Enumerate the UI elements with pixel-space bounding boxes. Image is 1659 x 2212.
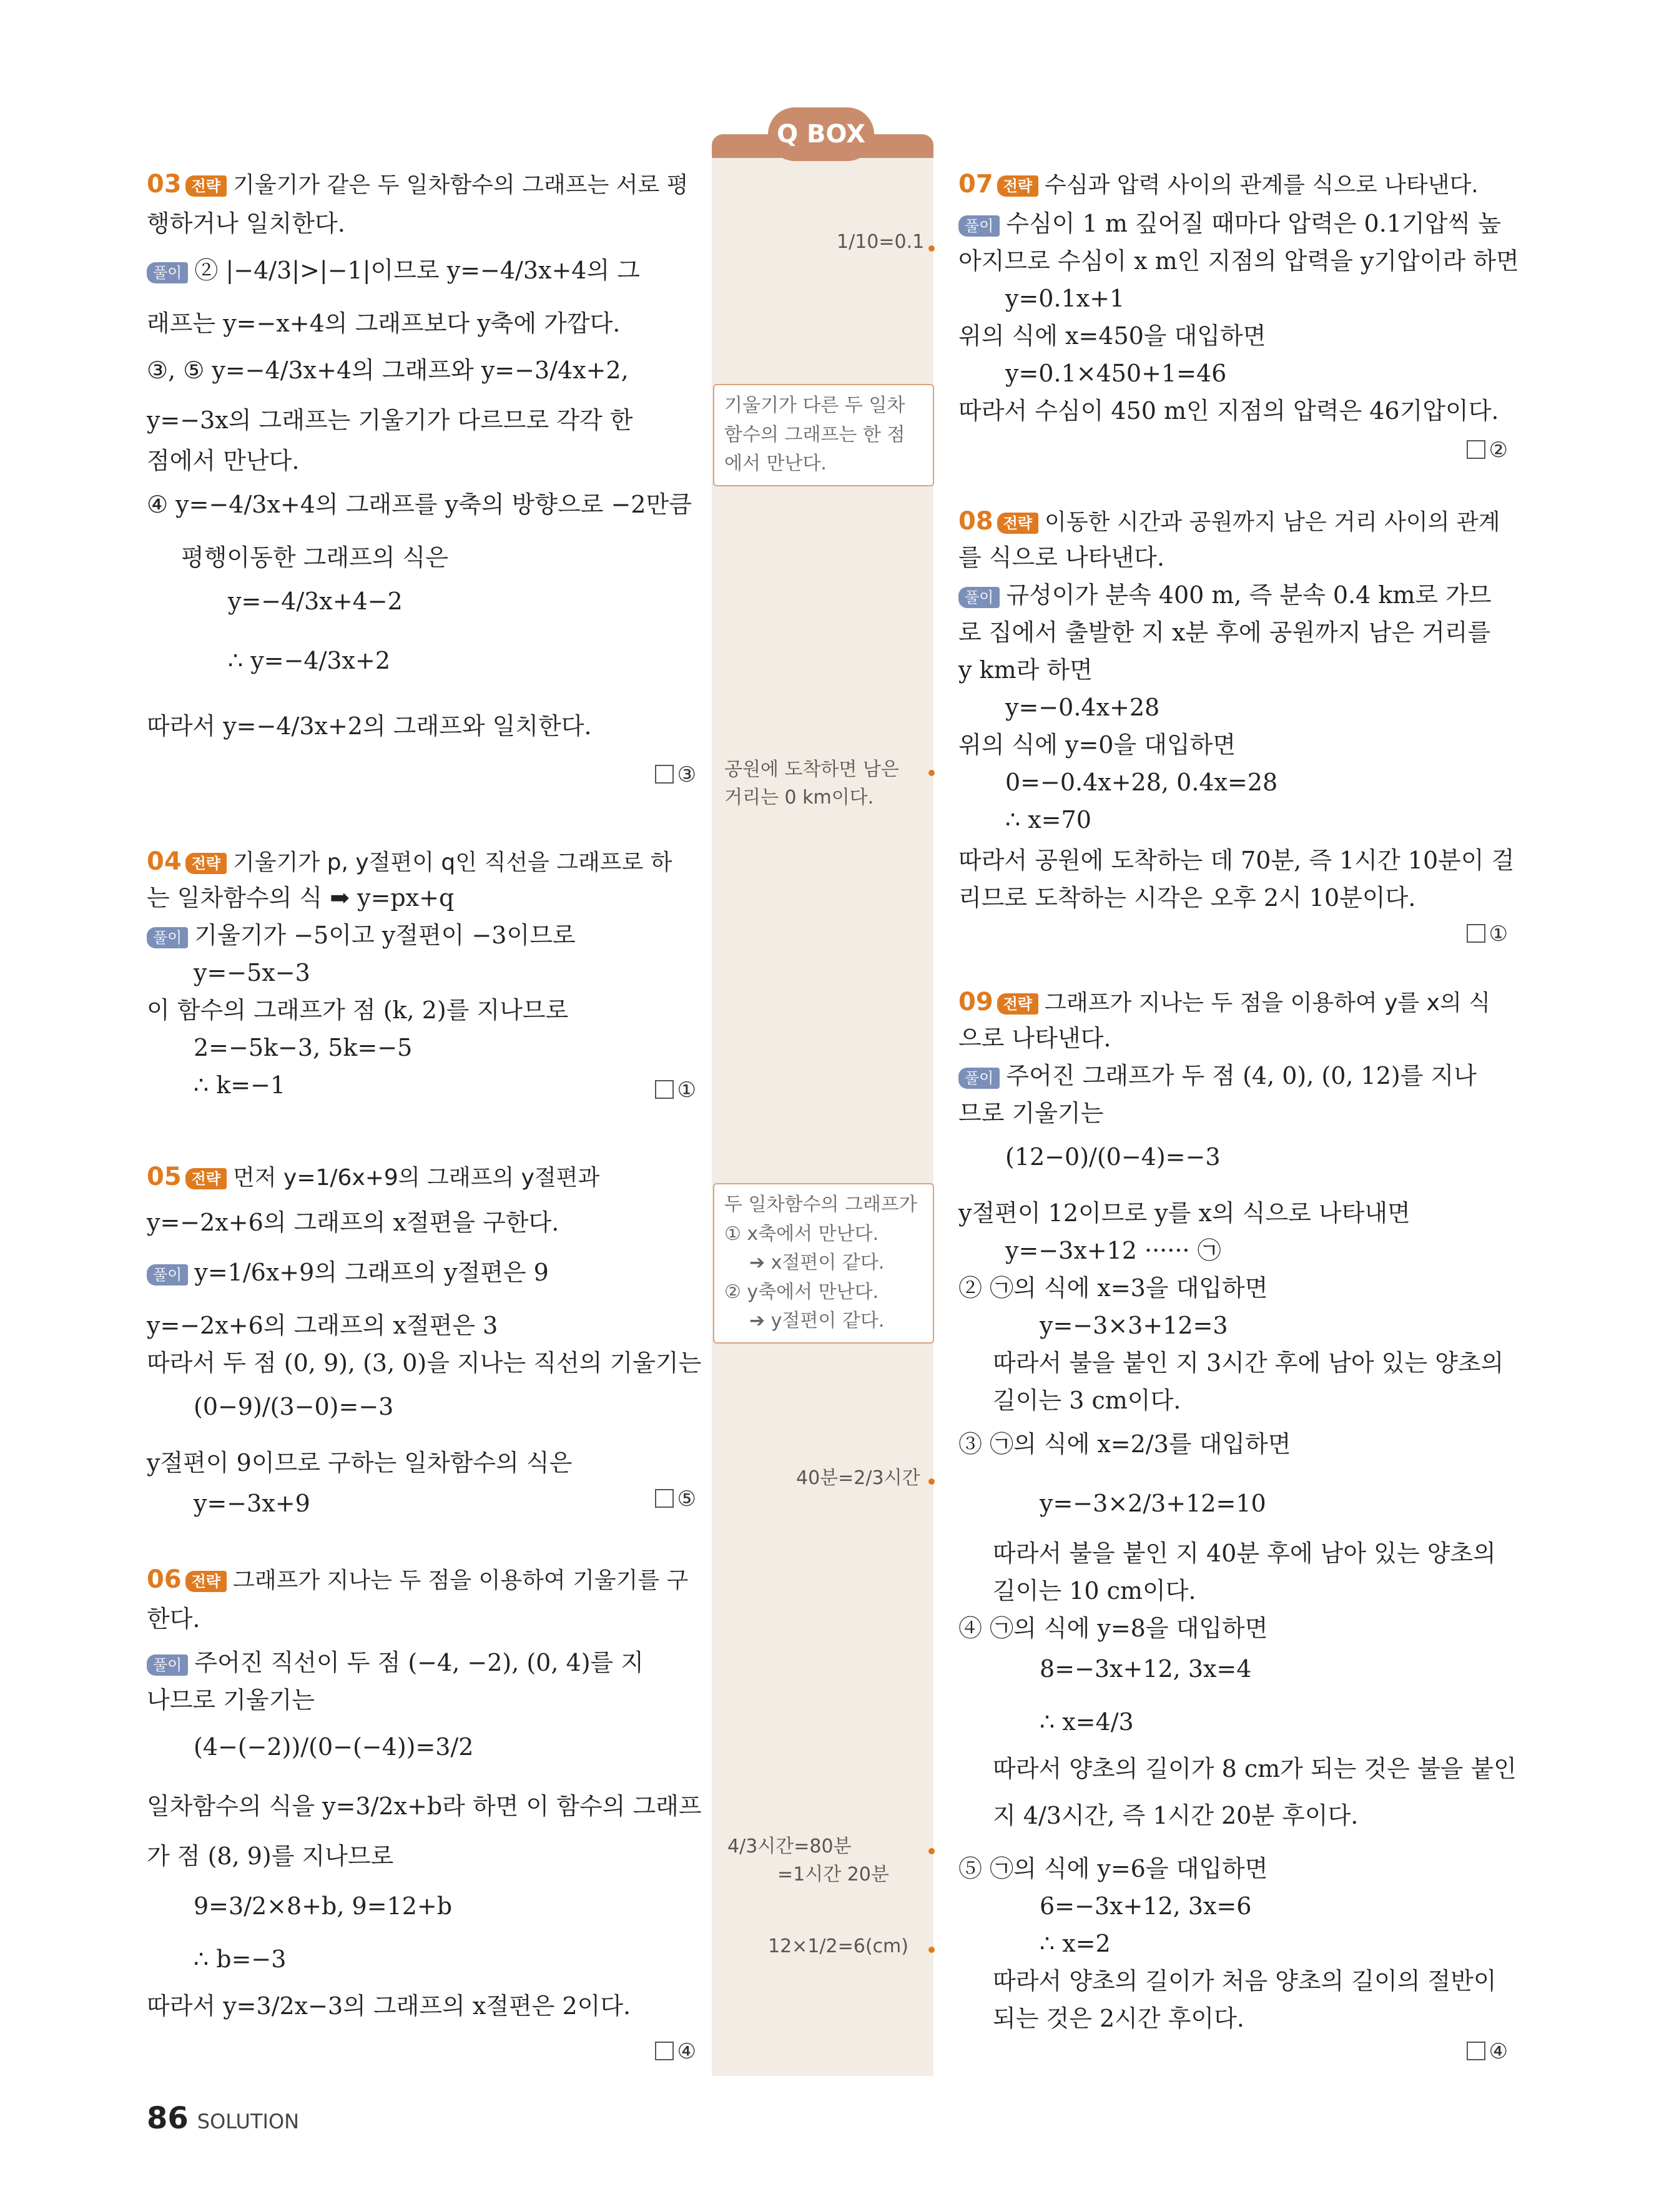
line-text: 따라서 두 점 (0, 9), (3, 0)을 지나는 직선의 기울기는 bbox=[147, 1349, 702, 1377]
note-marker bbox=[928, 1848, 935, 1854]
line-text: 아지므로 수심이 x m인 지점의 압력을 y기압이라 하면 bbox=[958, 247, 1519, 275]
line-text: y=−3x+12 ······ ㉠ bbox=[1005, 1237, 1221, 1264]
line-text: 길이는 10 cm이다. bbox=[993, 1577, 1196, 1605]
problem-heading bbox=[147, 846, 672, 877]
text-line bbox=[958, 1274, 1268, 1304]
text-line bbox=[993, 1349, 1504, 1379]
text-line bbox=[958, 1854, 1268, 1884]
line-text: 는 일차함수의 식 ➡ y=px+q bbox=[147, 884, 455, 912]
line-text: y=0.1x+1 bbox=[1005, 285, 1125, 312]
note-line: 에서 만난다. bbox=[724, 453, 827, 474]
line-text: ④ ㉠의 식에 y=8을 대입하면 bbox=[958, 1615, 1268, 1642]
line-text: 행하거나 일치한다. bbox=[147, 210, 345, 237]
line-text: 으로 나타낸다. bbox=[958, 1025, 1111, 1052]
answer-box-icon bbox=[655, 1080, 674, 1099]
text-line bbox=[147, 996, 568, 1026]
answer-value: ④ bbox=[1489, 2039, 1508, 2064]
strategy-badge: 전략 bbox=[185, 1571, 227, 1592]
text-line bbox=[958, 656, 1093, 686]
line-text: y=−4/3x+4−2 bbox=[228, 587, 403, 615]
qbox-logo: Q BOX bbox=[768, 107, 874, 161]
line-text: (12−0)/(0−4)=−3 bbox=[1005, 1143, 1221, 1171]
text-line bbox=[1005, 359, 1226, 389]
line-text: 길이는 3 cm이다. bbox=[993, 1387, 1181, 1414]
text-line bbox=[194, 1733, 473, 1762]
line-text: y절편이 12이므로 y를 x의 식으로 나타내면 bbox=[958, 1199, 1410, 1227]
note-line: 4/3시간=80분 bbox=[727, 1836, 852, 1857]
problem-heading bbox=[958, 986, 1490, 1018]
note-line: ② y축에서 만난다. bbox=[724, 1281, 879, 1303]
qbox-note-5: 40분=2/3시간 bbox=[796, 1467, 920, 1489]
text-line bbox=[147, 446, 299, 476]
text-line bbox=[1040, 1311, 1228, 1341]
text-line bbox=[194, 1945, 286, 1975]
solution-badge: 풀이 bbox=[958, 1068, 1000, 1089]
text-line bbox=[1005, 1143, 1221, 1172]
line-text: 기울기가 −5이고 y절편이 −3이므로 bbox=[194, 922, 576, 949]
answer-box-icon bbox=[655, 765, 674, 784]
text-line bbox=[147, 1311, 498, 1341]
line-text: ④ y=−4/3x+4의 그래프를 y축의 방향으로 −2만큼 bbox=[147, 491, 692, 518]
strategy-badge: 전략 bbox=[997, 175, 1038, 197]
answer-box-icon bbox=[655, 2042, 674, 2060]
answer bbox=[655, 1077, 696, 1104]
qbox-note-7: 12×1/2=6(cm) bbox=[768, 1935, 908, 1957]
line-text: 일차함수의 식을 y=3/2x+b라 하면 이 함수의 그래프 bbox=[147, 1792, 702, 1820]
text-line bbox=[1005, 768, 1277, 798]
line-text: 9=3/2×8+b, 9=12+b bbox=[194, 1892, 453, 1920]
text-line bbox=[147, 1208, 559, 1238]
text-line bbox=[1040, 1929, 1111, 1959]
line-text: y=−2x+6의 그래프의 x절편은 3 bbox=[147, 1312, 498, 1339]
line-text: ⑤ ㉠의 식에 y=6을 대입하면 bbox=[958, 1855, 1268, 1882]
line-text: 먼저 y=1/6x+9의 그래프의 y절편과 bbox=[233, 1165, 600, 1191]
line-text: y=1/6x+9의 그래프의 y절편은 9 bbox=[194, 1259, 549, 1286]
line-text: 2=−5k−3, 5k=−5 bbox=[194, 1034, 413, 1061]
text-line bbox=[181, 543, 448, 573]
line-text: 그래프가 지나는 두 점을 이용하여 기울기를 구 bbox=[233, 1568, 689, 1593]
line-text: y=0.1×450+1=46 bbox=[1005, 360, 1227, 387]
text-line bbox=[958, 1099, 1103, 1129]
problem-heading bbox=[147, 1161, 599, 1192]
text-line bbox=[1040, 1489, 1266, 1519]
text-line bbox=[958, 883, 1415, 913]
text-line bbox=[958, 1061, 1477, 1091]
line-text: 따라서 수심이 450 m인 지점의 압력은 46기압이다. bbox=[958, 397, 1499, 425]
line-text: 주어진 직선이 두 점 (−4, −2), (0, 4)를 지 bbox=[194, 1649, 644, 1676]
line-text: y=−3×2/3+12=10 bbox=[1040, 1490, 1266, 1517]
problem-number: 05 bbox=[147, 1163, 182, 1191]
answer-value: ① bbox=[677, 1078, 696, 1103]
text-line bbox=[993, 1576, 1196, 1606]
text-line bbox=[147, 921, 576, 951]
text-line bbox=[147, 256, 640, 286]
problem-number: 06 bbox=[147, 1565, 182, 1594]
line-text: ② |−4/3|>|−1|이므로 y=−4/3x+4의 그 bbox=[194, 257, 640, 284]
text-line bbox=[194, 958, 310, 988]
problem-number: 09 bbox=[958, 988, 993, 1016]
note-line: ➔ y절편이 같다. bbox=[749, 1310, 885, 1332]
line-text: 리므로 도착하는 시각은 오후 2시 10분이다. bbox=[958, 884, 1416, 912]
problem-number: 04 bbox=[147, 847, 182, 876]
line-text: y=−0.4x+28 bbox=[1005, 694, 1160, 721]
line-text: 수심이 1 m 깊어질 때마다 압력은 0.1기압씩 높 bbox=[1006, 210, 1501, 237]
answer bbox=[1467, 921, 1508, 948]
page-footer bbox=[147, 2101, 299, 2136]
text-line bbox=[958, 322, 1266, 351]
text-line bbox=[147, 1258, 549, 1288]
text-line bbox=[147, 1842, 393, 1872]
answer-box-icon bbox=[1467, 924, 1485, 943]
answer-value: ① bbox=[1489, 922, 1508, 946]
note-line: 두 일차함수의 그래프가 bbox=[724, 1194, 917, 1216]
text-line bbox=[147, 1448, 572, 1478]
problem-heading bbox=[958, 506, 1500, 537]
line-text: 지 4/3시간, 즉 1시간 20분 후이다. bbox=[993, 1802, 1359, 1829]
note-marker bbox=[928, 1947, 935, 1953]
text-line bbox=[147, 209, 345, 239]
answer bbox=[655, 2038, 696, 2065]
solution-badge: 풀이 bbox=[958, 215, 1000, 237]
text-line bbox=[147, 309, 620, 339]
footer-label: SOLUTION bbox=[197, 2110, 300, 2133]
answer bbox=[655, 762, 696, 789]
text-line bbox=[1005, 693, 1159, 723]
text-line bbox=[993, 1801, 1358, 1831]
answer-box-icon bbox=[1467, 440, 1485, 459]
line-text: (4−(−2))/(0−(−4))=3/2 bbox=[194, 1733, 474, 1761]
line-text: 따라서 불을 붙인 지 3시간 후에 남아 있는 양초의 bbox=[993, 1349, 1504, 1377]
line-text: 가 점 (8, 9)를 지나므로 bbox=[147, 1842, 394, 1870]
strategy-badge: 전략 bbox=[185, 175, 227, 197]
note-line: 함수의 그래프는 한 점 bbox=[724, 423, 905, 446]
line-text: 위의 식에 x=450을 대입하면 bbox=[958, 322, 1266, 350]
line-text: 규성이가 분속 400 m, 즉 분속 0.4 km로 가므 bbox=[1006, 581, 1492, 609]
text-line bbox=[1005, 1236, 1221, 1266]
text-line bbox=[958, 618, 1490, 648]
solution-badge: 풀이 bbox=[147, 262, 188, 283]
line-text: (0−9)/(3−0)=−3 bbox=[194, 1393, 394, 1420]
qbox-note-6 bbox=[727, 1832, 889, 1889]
line-text: y=−3×3+12=3 bbox=[1040, 1312, 1228, 1339]
text-line bbox=[1040, 1708, 1134, 1738]
line-text: 따라서 y=−4/3x+2의 그래프와 일치한다. bbox=[147, 712, 592, 740]
line-text: ∴ b=−3 bbox=[194, 1945, 287, 1973]
text-line bbox=[147, 1992, 631, 2022]
text-line bbox=[194, 1392, 393, 1422]
strategy-badge: 전략 bbox=[185, 1168, 227, 1189]
line-text: 기울기가 같은 두 일차함수의 그래프는 서로 평 bbox=[233, 172, 689, 198]
line-text: y절편이 9이므로 구하는 일차함수의 식은 bbox=[147, 1449, 573, 1477]
line-text: y=−3x+9 bbox=[194, 1490, 310, 1517]
answer-value: ③ bbox=[677, 762, 696, 787]
text-line bbox=[958, 1024, 1111, 1054]
line-text: 이 함수의 그래프가 점 (k, 2)를 지나므로 bbox=[147, 996, 569, 1024]
line-text: 수심과 압력 사이의 관계를 식으로 나타낸다. bbox=[1045, 172, 1479, 198]
text-line bbox=[228, 587, 403, 617]
text-line bbox=[147, 1792, 702, 1822]
text-line bbox=[147, 712, 592, 742]
text-line bbox=[194, 1489, 310, 1519]
text-line bbox=[993, 1539, 1496, 1569]
text-line bbox=[147, 1349, 701, 1379]
line-text: 이동한 시간과 공원까지 남은 거리 사이의 관계 bbox=[1045, 509, 1500, 535]
text-line bbox=[147, 883, 454, 913]
line-text: y=−2x+6의 그래프의 x절편을 구한다. bbox=[147, 1209, 559, 1236]
strategy-badge: 전략 bbox=[185, 853, 227, 874]
line-text: 를 식으로 나타낸다. bbox=[958, 544, 1164, 571]
note-marker bbox=[928, 1478, 935, 1485]
answer bbox=[655, 1486, 696, 1513]
note-line: 공원에 도착하면 남은 bbox=[724, 759, 899, 780]
text-line bbox=[147, 406, 633, 436]
line-text: ∴ k=−1 bbox=[194, 1071, 286, 1099]
text-line bbox=[993, 2004, 1244, 2034]
text-line bbox=[958, 1614, 1268, 1644]
problem-number: 03 bbox=[147, 170, 182, 199]
line-text: ③ ㉠의 식에 x=2/3를 대입하면 bbox=[958, 1430, 1291, 1458]
answer-value: ⑤ bbox=[677, 1487, 696, 1512]
line-text: 주어진 그래프가 두 점 (4, 0), (0, 12)를 지나 bbox=[1006, 1062, 1477, 1089]
answer-value: ④ bbox=[677, 2039, 696, 2064]
line-text: 6=−3x+12, 3x=6 bbox=[1040, 1892, 1252, 1920]
problem-heading bbox=[147, 169, 688, 200]
note-marker bbox=[928, 770, 935, 776]
page-number: 86 bbox=[147, 2101, 189, 2136]
answer-box-icon bbox=[1467, 2042, 1485, 2060]
text-line bbox=[993, 1967, 1497, 1997]
line-text: 따라서 양초의 길이가 8 cm가 되는 것은 불을 붙인 bbox=[993, 1755, 1517, 1782]
text-line bbox=[194, 1892, 452, 1922]
line-text: y km라 하면 bbox=[958, 656, 1093, 684]
note-line: =1시간 20분 bbox=[777, 1864, 889, 1885]
solution-badge: 풀이 bbox=[147, 927, 188, 948]
line-text: 0=−0.4x+28, 0.4x=28 bbox=[1005, 769, 1278, 796]
text-line bbox=[958, 846, 1514, 876]
text-line bbox=[228, 646, 390, 676]
line-text: 점에서 만난다. bbox=[147, 447, 300, 474]
strategy-badge: 전략 bbox=[997, 993, 1038, 1015]
text-line bbox=[958, 396, 1499, 426]
text-line bbox=[993, 1386, 1181, 1416]
line-text: 따라서 양초의 길이가 처음 양초의 길이의 절반이 bbox=[993, 1967, 1497, 1995]
qbox-note-4 bbox=[713, 1183, 934, 1344]
text-line bbox=[147, 490, 692, 520]
qbox-note-1: 1/10=0.1 bbox=[837, 231, 925, 253]
strategy-badge: 전략 bbox=[997, 513, 1038, 534]
line-text: 로 집에서 출발한 지 x분 후에 공원까지 남은 거리를 bbox=[958, 619, 1491, 646]
text-line bbox=[958, 209, 1501, 239]
line-text: ∴ x=2 bbox=[1040, 1930, 1111, 1957]
line-text: ∴ x=4/3 bbox=[1040, 1708, 1134, 1736]
line-text: 그래프가 지나는 두 점을 이용하여 y를 x의 식 bbox=[1045, 990, 1490, 1016]
answer bbox=[1467, 437, 1508, 464]
line-text: 므로 기울기는 bbox=[958, 1099, 1104, 1127]
note-line: ① x축에서 만난다. bbox=[724, 1222, 879, 1245]
note-marker bbox=[928, 245, 935, 252]
text-line bbox=[1005, 805, 1091, 835]
text-line bbox=[147, 1686, 315, 1716]
line-text: ∴ x=70 bbox=[1005, 806, 1091, 833]
text-line bbox=[993, 1754, 1517, 1784]
note-line: ➔ x절편이 같다. bbox=[749, 1252, 885, 1274]
qbox-note-2 bbox=[713, 384, 934, 486]
answer-value: ② bbox=[1489, 438, 1508, 463]
text-line bbox=[147, 356, 629, 386]
line-text: 따라서 불을 붙인 지 40분 후에 남아 있는 양초의 bbox=[993, 1540, 1496, 1567]
line-text: 따라서 y=3/2x−3의 그래프의 x절편은 2이다. bbox=[147, 1992, 631, 2020]
text-line bbox=[147, 1605, 200, 1634]
line-text: 래프는 y=−x+4의 그래프보다 y축에 가깝다. bbox=[147, 310, 621, 337]
line-text: 평행이동한 그래프의 식은 bbox=[181, 544, 448, 571]
problem-number: 07 bbox=[958, 170, 993, 199]
text-line bbox=[958, 1430, 1291, 1460]
line-text: 기울기가 p, y절편이 q인 직선을 그래프로 하 bbox=[233, 850, 672, 875]
line-text: y=−3x의 그래프는 기울기가 다르므로 각각 한 bbox=[147, 406, 633, 434]
note-line: 거리는 0 km이다. bbox=[724, 787, 874, 809]
text-line bbox=[194, 1071, 285, 1101]
line-text: 나므로 기울기는 bbox=[147, 1686, 315, 1714]
line-text: 한다. bbox=[147, 1605, 200, 1633]
line-text: 8=−3x+12, 3x=4 bbox=[1040, 1655, 1252, 1683]
line-text: y=−5x−3 bbox=[194, 959, 310, 986]
line-text: 위의 식에 y=0을 대입하면 bbox=[958, 731, 1236, 759]
answer bbox=[1467, 2038, 1508, 2065]
problem-heading bbox=[958, 169, 1479, 200]
line-text: 따라서 공원에 도착하는 데 70분, 즉 1시간 10분이 걸 bbox=[958, 847, 1515, 874]
text-line bbox=[958, 543, 1164, 573]
note-line: 기울기가 다른 두 일차 bbox=[724, 395, 905, 416]
text-line bbox=[1040, 1654, 1251, 1684]
problem-heading bbox=[147, 1564, 688, 1595]
text-line bbox=[958, 1199, 1410, 1229]
text-line bbox=[194, 1033, 412, 1063]
problem-number: 08 bbox=[958, 507, 993, 536]
text-line bbox=[958, 581, 1492, 611]
text-line bbox=[1040, 1892, 1251, 1922]
line-text: ∴ y=−4/3x+2 bbox=[228, 647, 391, 674]
solution-badge: 풀이 bbox=[958, 587, 1000, 608]
text-line bbox=[147, 1648, 644, 1678]
text-line bbox=[958, 730, 1236, 760]
text-line bbox=[1005, 284, 1125, 314]
solution-badge: 풀이 bbox=[147, 1264, 188, 1285]
line-text: ② ㉠의 식에 x=3을 대입하면 bbox=[958, 1274, 1268, 1302]
solution-badge: 풀이 bbox=[147, 1654, 188, 1676]
line-text: ③, ⑤ y=−4/3x+4의 그래프와 y=−3/4x+2, bbox=[147, 356, 629, 384]
text-line bbox=[958, 247, 1519, 277]
line-text: 되는 것은 2시간 후이다. bbox=[993, 2005, 1244, 2032]
answer-box-icon bbox=[655, 1489, 674, 1508]
qbox-note-3 bbox=[724, 755, 899, 812]
